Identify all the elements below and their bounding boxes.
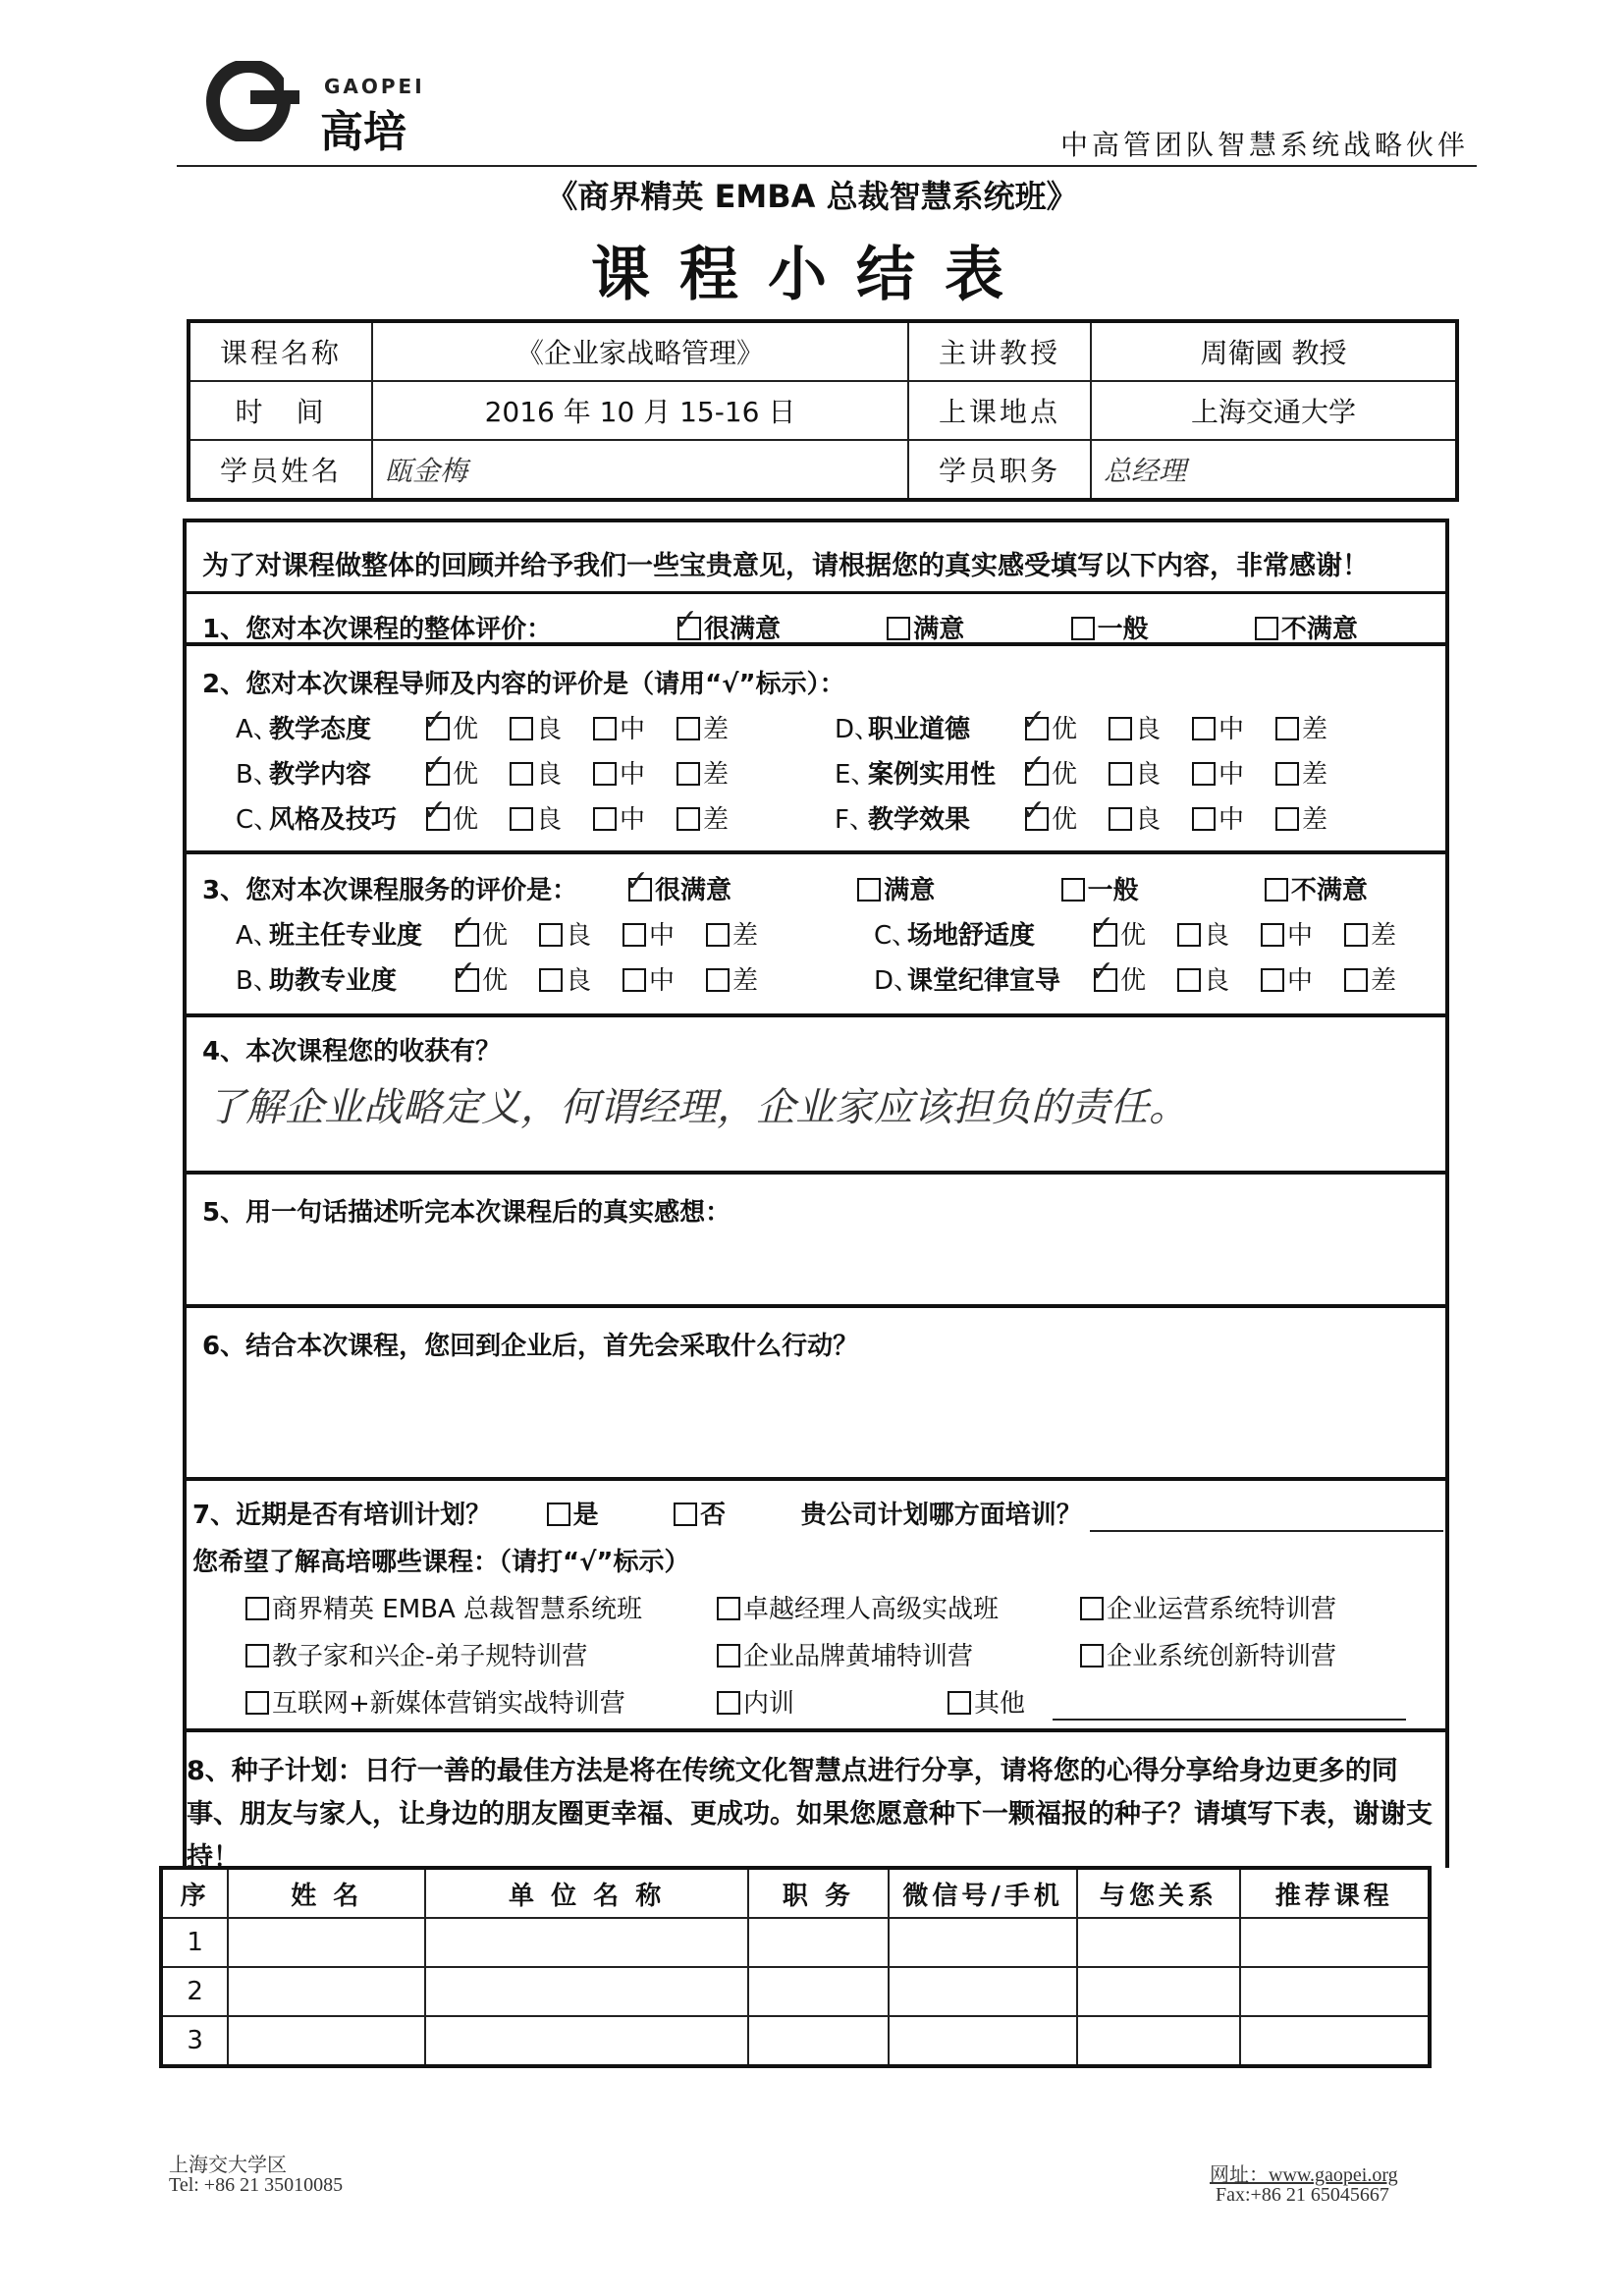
q2-grade-checkbox[interactable] [1275, 717, 1299, 740]
q2-grade-label: 差 [703, 715, 730, 744]
section-q1 [183, 519, 1449, 646]
seed-row-number: 2 [161, 1967, 228, 2016]
q3-grade-checkbox[interactable] [1094, 923, 1117, 947]
course-label: 卓越经理人高级实战班 [743, 1595, 1000, 1624]
q3-grade-label: 中 [1287, 921, 1314, 951]
q3-grade-checkbox[interactable] [456, 923, 479, 947]
q2-grade-checkbox[interactable] [1109, 717, 1132, 740]
q7-course-row-3b [717, 1683, 794, 1720]
footer-website-link[interactable]: 网址：www.gaopei.org [1210, 2164, 1398, 2186]
section-q8 [183, 1732, 1449, 1873]
q3-grade-label: 中 [649, 966, 676, 996]
q2-grade-checkbox[interactable] [1025, 762, 1049, 786]
q1-opt-label: 满意 [913, 615, 965, 644]
q2-grade-checkbox[interactable] [1109, 807, 1132, 831]
program-name: 《商界精英 EMBA 总裁智慧系统班》 [546, 178, 1078, 215]
course-label: 教子家和兴企-弟子规特训营 [272, 1642, 588, 1671]
q3-grade-checkbox[interactable] [1177, 923, 1201, 947]
seed-cell-input[interactable] [228, 1967, 425, 2016]
seed-cell-input[interactable] [1077, 1918, 1239, 1967]
course-label: 课程名称 [189, 321, 372, 381]
q3-text: 3、您对本次课程服务的评价是： [202, 876, 578, 905]
q3-grade-label: 差 [1371, 966, 1397, 996]
seed-column-header: 与您关系 [1077, 1868, 1239, 1918]
q3-opt-label: 满意 [884, 876, 936, 905]
seed-table [159, 1866, 1432, 2068]
place-label: 上课地点 [908, 381, 1091, 440]
seed-table-row [161, 2016, 1430, 2066]
seed-cell-input[interactable] [889, 2016, 1077, 2066]
q2-grade-checkbox[interactable] [677, 717, 700, 740]
q7-no-label: 否 [700, 1501, 727, 1530]
q2-grade-checkbox[interactable] [593, 717, 617, 740]
seed-column-header: 职 务 [748, 1868, 889, 1918]
q2-grade-checkbox[interactable] [593, 807, 617, 831]
q2-item [236, 709, 760, 754]
seed-table-header [161, 1868, 1430, 1918]
q3-item-key: A、 [236, 921, 279, 951]
page-title: 课程小结表 [591, 241, 1033, 309]
course-label: 互联网+新媒体营销实战特训营 [272, 1689, 625, 1719]
q3-grade-label: 中 [1287, 966, 1314, 996]
q2-item-label: 风格及技巧 [269, 805, 398, 835]
q3-opt-label: 很满意 [655, 876, 732, 905]
q2-text: 2、您对本次课程导师及内容的评价是（请用“√”标示）： [202, 670, 845, 699]
q2-item-key: E、 [835, 760, 877, 790]
q2-grade-label: 优 [1052, 715, 1078, 744]
q2-grade-checkbox[interactable] [426, 717, 450, 740]
q3-grade-label: 差 [732, 966, 759, 996]
seed-cell-input[interactable] [748, 2016, 889, 2066]
seed-table-row [161, 1967, 1430, 2016]
brand-chinese: 高培 [320, 107, 406, 157]
course-checkbox[interactable] [717, 1691, 740, 1715]
course-label: 企业品牌黄埔特训营 [743, 1642, 974, 1671]
course-checkbox[interactable] [1080, 1644, 1104, 1667]
q2-grade-label: 良 [536, 760, 563, 790]
q3-item-label: 课堂纪律宣导 [907, 966, 1061, 996]
q2-item-label: 职业道德 [868, 715, 971, 744]
q2-grade-checkbox[interactable] [677, 807, 700, 831]
q2-grade-checkbox[interactable] [510, 717, 533, 740]
seed-column-header: 推荐课程 [1240, 1868, 1430, 1918]
q3-grade-label: 优 [482, 966, 509, 996]
q2-grade-label: 优 [453, 760, 479, 790]
q2-item-key: C、 [236, 805, 280, 835]
q2-grade-checkbox[interactable] [677, 762, 700, 786]
q3-item-label: 班主任专业度 [269, 921, 423, 951]
q2-grade-checkbox[interactable] [593, 762, 617, 786]
q3-item [874, 915, 1428, 960]
q3-opt-label: 不满意 [1290, 876, 1368, 905]
q2-grade-label: 良 [1135, 760, 1162, 790]
q2-grade-checkbox[interactable] [1025, 717, 1049, 740]
q2-grade-checkbox[interactable] [426, 762, 450, 786]
q3-grade-label: 中 [649, 921, 676, 951]
q3-grade-checkbox[interactable] [1094, 968, 1117, 992]
seed-cell-input[interactable] [228, 1918, 425, 1967]
q7-want-text: 您希望了解高培哪些课程：（请打“√”标示） [192, 1548, 690, 1577]
q8-text: 8、种子计划：日行一善的最佳方法是将在传统文化智慧点进行分享，请将您的心得分享给身边更多的同事、朋友与家人，让身边的朋友圈更幸福、更成功。如果您愿意种下一颗福报的种子？请填写下表，谢谢支持！ [187, 1756, 1433, 1873]
q3-item-key: D、 [874, 966, 920, 996]
other-field[interactable] [1053, 1689, 1406, 1721]
seed-cell-input[interactable] [1077, 1967, 1239, 2016]
q3-checkbox-dissatisfied[interactable] [1265, 878, 1288, 902]
q1-opt-label: 一般 [1097, 615, 1149, 644]
course-checkbox[interactable] [947, 1691, 971, 1715]
q2-item [835, 799, 1359, 845]
course-checkbox[interactable] [717, 1644, 740, 1667]
q7-course-row-1c [1080, 1589, 1336, 1625]
q7-yes-label: 是 [572, 1501, 599, 1530]
q1-text: 1、您对本次课程的整体评价： [202, 615, 553, 644]
q2-grade-label: 良 [536, 715, 563, 744]
q7-row [192, 1495, 1443, 1532]
section-q2 [183, 646, 1449, 854]
course-checkbox[interactable] [245, 1597, 269, 1620]
q3-grade-label: 差 [732, 921, 759, 951]
seed-column-header: 姓 名 [228, 1868, 425, 1918]
section-q4 [183, 1017, 1449, 1175]
q3-grade-label: 良 [1204, 966, 1230, 996]
seed-cell-input[interactable] [228, 2016, 425, 2066]
q3-grade-label: 良 [566, 966, 592, 996]
seed-cell-input[interactable] [748, 1967, 889, 2016]
q3-grade-checkbox[interactable] [706, 968, 730, 992]
q3-options [628, 870, 1397, 906]
q2-grade-label: 中 [620, 805, 646, 835]
gaopei-logo-icon [201, 61, 309, 141]
q1-checkbox-satisfied[interactable] [887, 617, 910, 640]
teacher-label: 主讲教授 [908, 321, 1091, 381]
q2-item [236, 799, 760, 845]
q3-grade-checkbox[interactable] [1177, 968, 1201, 992]
q2-item-key: A、 [236, 715, 279, 744]
q3-item-label: 场地舒适度 [907, 921, 1036, 951]
q7-course-row-2c [1080, 1636, 1336, 1672]
q7-course-row-3c [947, 1683, 1406, 1721]
q2-grade-label: 优 [1052, 805, 1078, 835]
course-label: 其他 [974, 1689, 1026, 1719]
q2-grade-label: 中 [1218, 805, 1245, 835]
q3-checkbox-very-satisfied[interactable] [628, 878, 652, 902]
seed-cell-input[interactable] [889, 1967, 1077, 2016]
q1-checkbox-average[interactable] [1071, 617, 1095, 640]
q2-grade-checkbox[interactable] [1025, 807, 1049, 831]
course-checkbox[interactable] [245, 1644, 269, 1667]
seed-cell-input[interactable] [1240, 2016, 1430, 2066]
q2-grade-checkbox[interactable] [426, 807, 450, 831]
q2-grade-label: 中 [1218, 715, 1245, 744]
q3-grade-checkbox[interactable] [623, 923, 646, 947]
q7-checkbox-yes[interactable] [547, 1503, 570, 1526]
q4-text: 4、本次课程您的收获有？ [202, 1037, 502, 1066]
seed-row-number: 1 [161, 1918, 228, 1967]
seed-cell-input[interactable] [748, 1918, 889, 1967]
q2-grade-label: 优 [1052, 760, 1078, 790]
seed-cell-input[interactable] [425, 1918, 748, 1967]
q3-grade-checkbox[interactable] [1261, 968, 1284, 992]
q3-grade-checkbox[interactable] [1261, 923, 1284, 947]
course-label: 商界精英 EMBA 总裁智慧系统班 [272, 1595, 643, 1624]
section-q6 [183, 1308, 1449, 1481]
q2-grade-label: 中 [620, 760, 646, 790]
q2-grade-checkbox[interactable] [1275, 762, 1299, 786]
q2-grade-label: 良 [1135, 805, 1162, 835]
footer-fax: Fax:+86 21 65045667 [1216, 2184, 1389, 2206]
q2-grade-label: 中 [1218, 760, 1245, 790]
seed-table-row [161, 1918, 1430, 1967]
section-q3 [183, 854, 1449, 1017]
q3-grade-checkbox[interactable] [1344, 968, 1368, 992]
q7-text: 7、近期是否有培训计划？ [192, 1501, 492, 1530]
q3-checkbox-satisfied[interactable] [857, 878, 881, 902]
name-field[interactable]: 瓯金梅 [372, 440, 908, 500]
teacher-value: 周衛國 教授 [1091, 321, 1457, 381]
q7-course-row-1 [245, 1589, 642, 1625]
q3-grade-checkbox[interactable] [539, 923, 563, 947]
slogan: 中高管团队智慧系统战略伙伴 [1059, 129, 1469, 161]
q2-grade-label: 优 [453, 805, 479, 835]
q2-grade-checkbox[interactable] [1109, 762, 1132, 786]
q2-grade-checkbox[interactable] [510, 807, 533, 831]
q2-grade-checkbox[interactable] [1192, 717, 1216, 740]
q2-grade-checkbox[interactable] [510, 762, 533, 786]
q2-item [236, 754, 760, 799]
q2-grade-label: 良 [536, 805, 563, 835]
q5-text: 5、用一句话描述听完本次课程后的真实感想： [202, 1198, 731, 1228]
q2-grade-label: 差 [1302, 805, 1328, 835]
brand-english: GAOPEI [324, 75, 425, 98]
q2-grade-checkbox[interactable] [1192, 807, 1216, 831]
q2-item-key: B、 [236, 760, 279, 790]
q3-grade-label: 良 [566, 921, 592, 951]
seed-column-header: 单 位 名 称 [425, 1868, 748, 1918]
q1-checkbox-dissatisfied[interactable] [1255, 617, 1278, 640]
q3-checkbox-average[interactable] [1061, 878, 1085, 902]
q2-grade-label: 良 [1135, 715, 1162, 744]
section-q5 [183, 1175, 1449, 1308]
q3-item-label: 助教专业度 [269, 966, 398, 996]
footer-campus: 上海交大学区 [169, 2155, 287, 2176]
seed-cell-input[interactable] [1240, 1967, 1430, 2016]
q7-plan-field[interactable] [1090, 1501, 1443, 1532]
q2-item-label: 教学态度 [269, 715, 372, 744]
q3-grade-checkbox[interactable] [623, 968, 646, 992]
place-value: 上海交通大学 [1091, 381, 1457, 440]
q2-item-label: 教学内容 [269, 760, 372, 790]
q2-grade-label: 差 [703, 805, 730, 835]
q3-item [874, 960, 1428, 1006]
q3-opt-label: 一般 [1087, 876, 1139, 905]
q7-course-row-2b [717, 1636, 973, 1672]
q2-grade-checkbox[interactable] [1275, 807, 1299, 831]
q3-grade-checkbox[interactable] [706, 923, 730, 947]
seed-column-header: 微信号/手机 [889, 1868, 1077, 1918]
q3-item-key: B、 [236, 966, 279, 996]
footer-tel: Tel: +86 21 35010085 [169, 2174, 344, 2196]
q1-opt-label: 很满意 [704, 615, 782, 644]
q3-item-key: C、 [874, 921, 918, 951]
q3-grade-label: 优 [1120, 966, 1147, 996]
seed-column-header: 序 [161, 1868, 228, 1918]
q2-item [835, 709, 1359, 754]
q2-grade-label: 差 [1302, 715, 1328, 744]
q1-options [677, 609, 1387, 645]
seed-cell-input[interactable] [889, 1918, 1077, 1967]
q3-grade-checkbox[interactable] [1344, 923, 1368, 947]
q2-item-key: D、 [835, 715, 881, 744]
time-label: 时 间 [189, 381, 372, 440]
seed-cell-input[interactable] [1077, 2016, 1239, 2066]
q7-course-row-1b [717, 1589, 999, 1625]
q2-item-key: F、 [835, 805, 875, 835]
course-label: 内训 [743, 1689, 795, 1719]
course-checkbox[interactable] [1080, 1597, 1104, 1620]
q3-grade-label: 优 [482, 921, 509, 951]
header-divider [177, 165, 1477, 167]
q7-checkbox-no[interactable] [674, 1503, 697, 1526]
q3-grade-label: 良 [1204, 921, 1230, 951]
q6-text: 6、结合本次课程，您回到企业后，首先会采取什么行动？ [202, 1332, 859, 1361]
course-checkbox[interactable] [245, 1691, 269, 1715]
seed-cell-input[interactable] [425, 2016, 748, 2066]
q2-item [835, 754, 1359, 799]
seed-row-number: 3 [161, 2016, 228, 2066]
q3-grade-checkbox[interactable] [539, 968, 563, 992]
section-q7 [183, 1481, 1449, 1732]
position-label: 学员职务 [908, 440, 1091, 500]
position-field[interactable]: 总经理 [1091, 440, 1457, 500]
course-info-table [187, 319, 1459, 502]
q2-item-label: 教学效果 [868, 805, 971, 835]
q2-grade-label: 差 [1302, 760, 1328, 790]
q7-course-row-3 [245, 1683, 625, 1720]
q3-grade-label: 差 [1371, 921, 1397, 951]
intro-text: 为了对课程做整体的回顾并给予我们一些宝贵意见，请根据您的真实感受填写以下内容，非常感谢！ [202, 551, 1369, 581]
q3-grade-label: 优 [1120, 921, 1147, 951]
q2-grade-checkbox[interactable] [1192, 762, 1216, 786]
q3-item [236, 960, 789, 1006]
seed-cell-input[interactable] [1240, 1918, 1430, 1967]
q3-grade-checkbox[interactable] [456, 968, 479, 992]
q1-checkbox-very-satisfied[interactable] [677, 617, 701, 640]
q1-opt-label: 不满意 [1280, 615, 1358, 644]
time-value: 2016 年 10 月 15-16 日 [372, 381, 908, 440]
course-value: 《企业家战略管理》 [372, 321, 908, 381]
q7-course-row-2 [245, 1636, 587, 1672]
seed-cell-input[interactable] [425, 1967, 748, 2016]
q4-answer[interactable]: 了解企业战略定义，何谓经理，企业家应该担负的责任。 [206, 1085, 1188, 1130]
q2-item-label: 案例实用性 [868, 760, 997, 790]
course-label: 企业运营系统特训营 [1107, 1595, 1337, 1624]
name-label: 学员姓名 [189, 440, 372, 500]
q2-grade-label: 差 [703, 760, 730, 790]
q3-item [236, 915, 789, 960]
course-checkbox[interactable] [717, 1597, 740, 1620]
q2-grade-label: 中 [620, 715, 646, 744]
course-label: 企业系统创新特训营 [1107, 1642, 1337, 1671]
q7-plan-text: 贵公司计划哪方面培训？ [800, 1501, 1082, 1530]
q2-grade-label: 优 [453, 715, 479, 744]
